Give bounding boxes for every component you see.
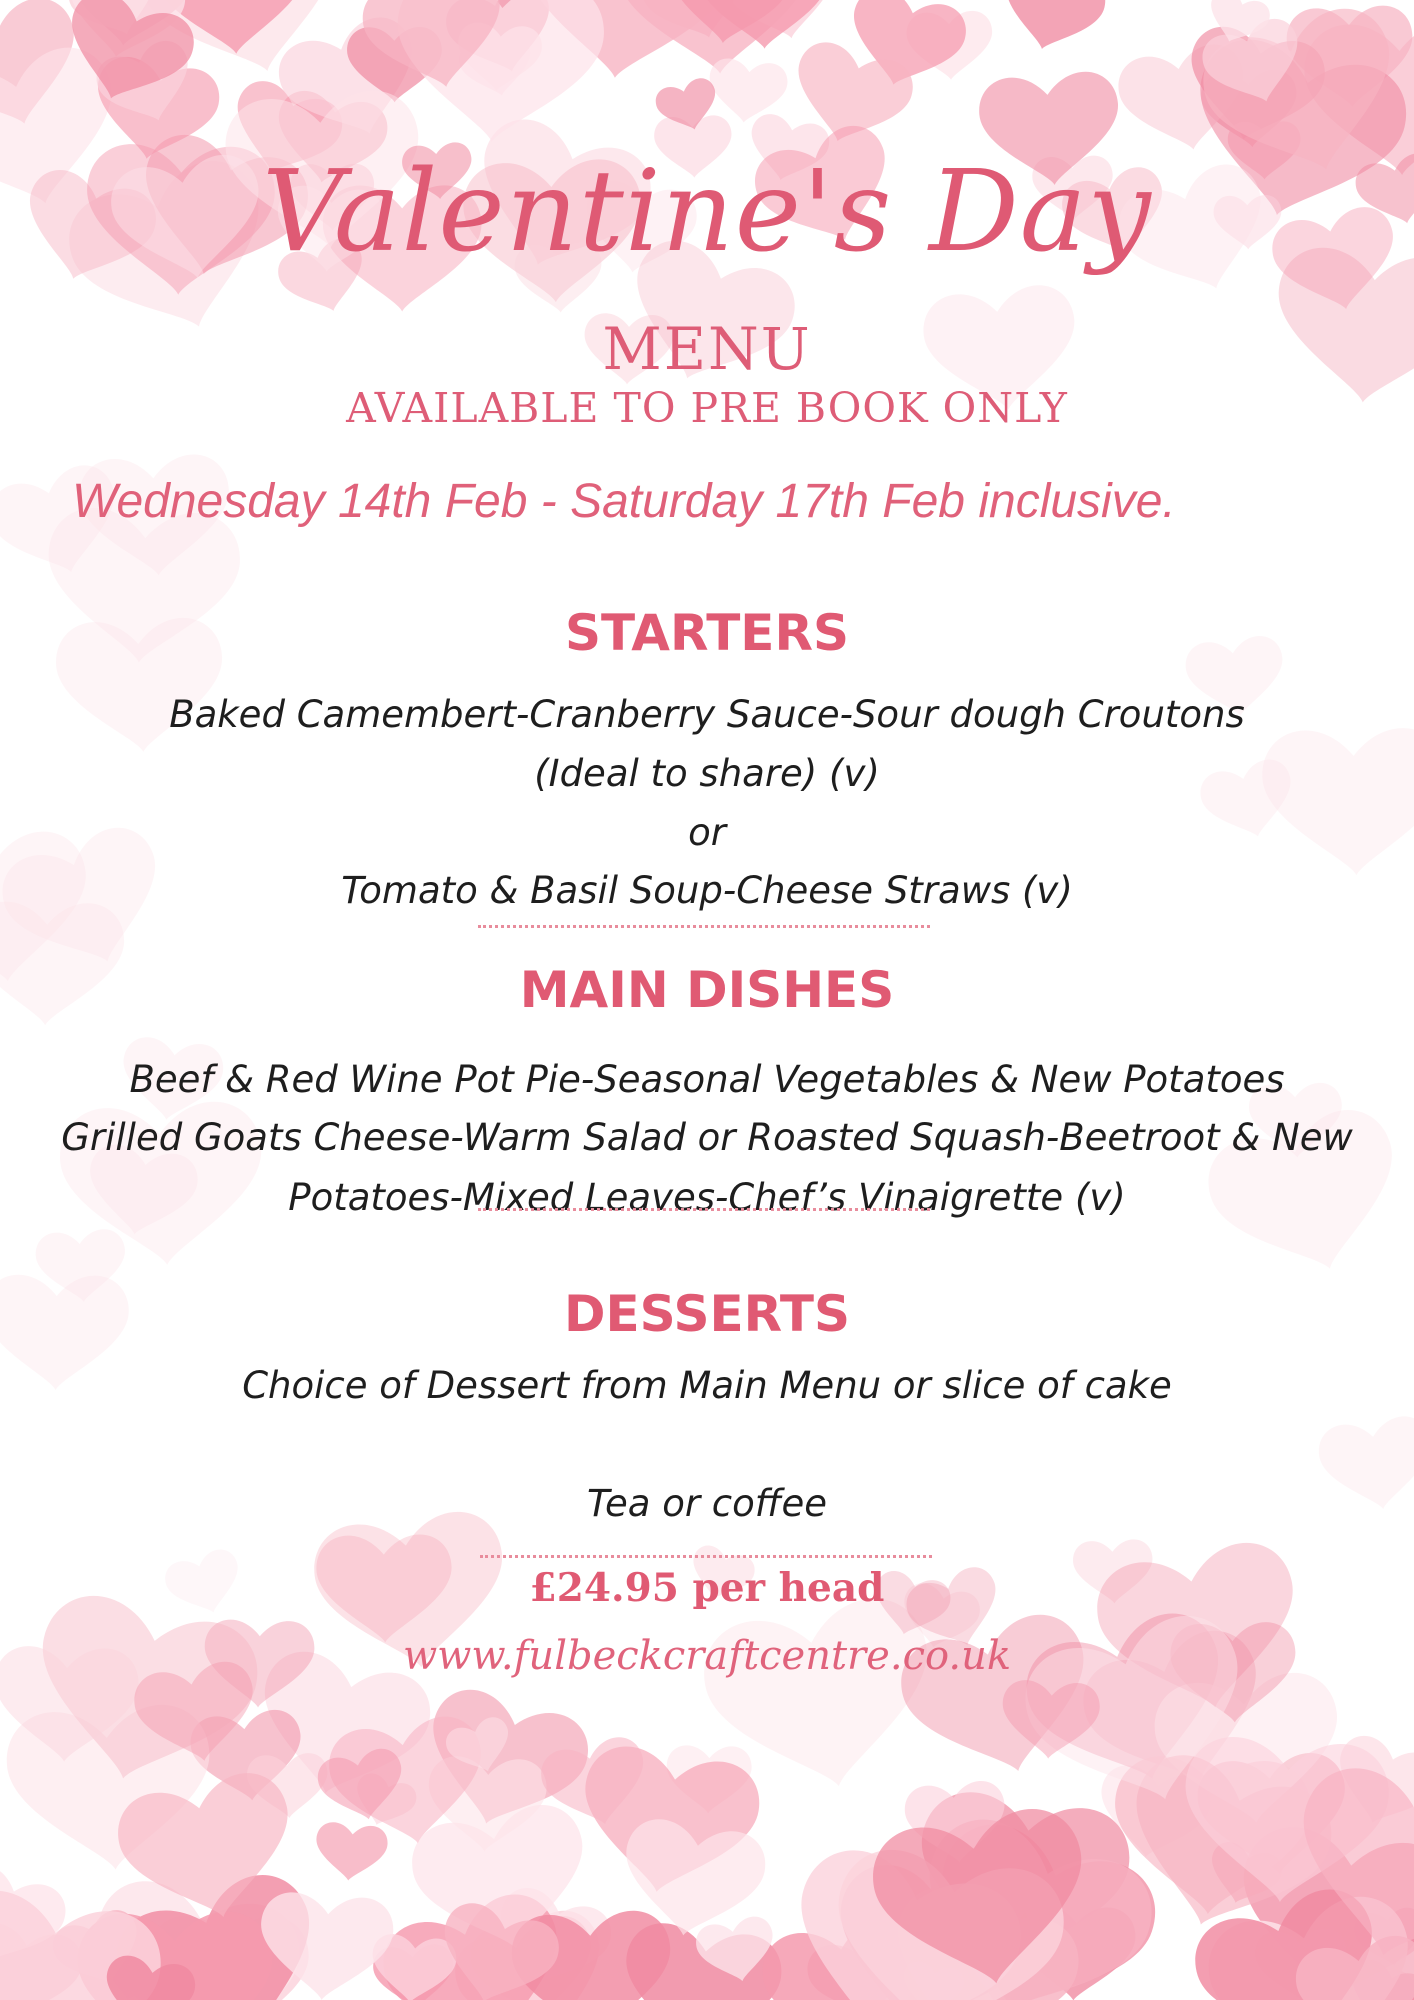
availability-note: AVAILABLE TO PRE BOOK ONLY	[346, 384, 1068, 432]
menu-label: MENU	[602, 315, 812, 383]
section-divider	[478, 1208, 930, 1211]
starters-heading: STARTERS	[565, 604, 849, 662]
starter-item: Tomato & Basil Soup-Cheese Straws (v)	[341, 869, 1073, 912]
main-dish-item: Grilled Goats Cheese-Warm Salad or Roasted Squash-Beetroot & New	[61, 1116, 1353, 1159]
price-divider	[480, 1555, 932, 1558]
desserts-heading: DESSERTS	[564, 1285, 850, 1343]
starter-separator: or	[688, 811, 726, 854]
main-dish-item: Potatoes-Mixed Leaves-Chef’s Vinaigrette (v)	[288, 1176, 1126, 1219]
price-per-head: £24.95 per head	[529, 1565, 885, 1611]
main-dishes-heading: MAIN DISHES	[519, 961, 895, 1019]
drinks-item: Tea or coffee	[586, 1482, 828, 1525]
date-range: Wednesday 14th Feb - Saturday 17th Feb inclusive.	[72, 475, 1176, 528]
website-link[interactable]: www.fulbeckcraftcentre.co.uk	[402, 1633, 1012, 1679]
starter-item: (Ideal to share) (v)	[534, 752, 880, 795]
main-dish-item: Beef & Red Wine Pot Pie-Seasonal Vegetables & New Potatoes	[129, 1058, 1285, 1101]
starter-item: Baked Camembert-Cranberry Sauce-Sour dough Croutons	[169, 693, 1245, 736]
menu-title: Valentine's Day	[262, 147, 1152, 277]
dessert-item: Choice of Dessert from Main Menu or slice of cake	[242, 1364, 1172, 1407]
section-divider	[478, 925, 930, 928]
